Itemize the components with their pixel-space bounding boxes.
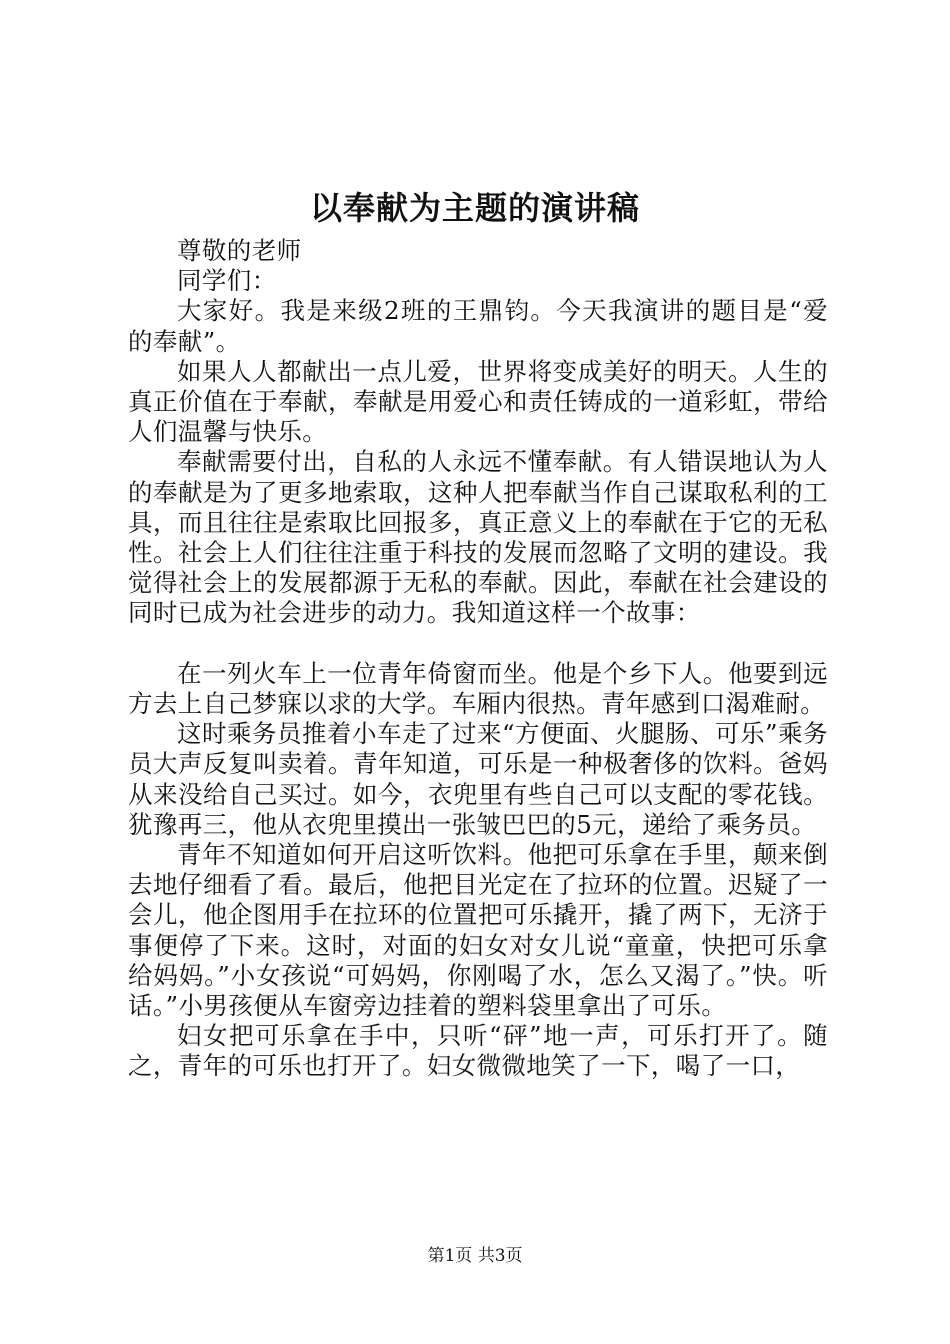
salutation-teachers: 尊敬的老师 <box>177 236 302 265</box>
paragraph-train-story: 在一列火车上一位青年倚窗而坐。他是个乡下人。他要到远方去上自己梦寐以求的大学。车厢内很热。青年感到口渴难耐。 <box>128 658 828 719</box>
paragraph-attendant: 这时乘务员推着小车走了过来“方便面、火腿肠、可乐”乘务员大声反复叫卖着。青年知道，可乐是一种极奢侈的饮料。爸妈从来没给自己买过。如今，衣兜里有些自己可以支配的零花钱。犹豫再三，他从衣兜里摸出一张皱巴巴的5元，递给了乘务员。 <box>128 719 828 839</box>
paragraph-opening-can: 青年不知道如何开启这听饮料。他把可乐拿在手里，颠来倒去地仔细看了看。最后，他把目光定在了拉环的位置。迟疑了一会儿，他企图用手在拉环的位置把可乐撬开，撬了两下，无济于事便停了下来。这时，对面的妇女对女儿说“童童，快把可乐拿给妈妈。”小女孩说“可妈妈，你刚喝了水，怎么又渴了。”快。听话。”小男孩便从车窗旁边挂着的塑料袋里拿出了可乐。 <box>128 840 828 1021</box>
paragraph-selfless-dedication: 奉献需要付出，自私的人永远不懂奉献。有人错误地认为人的奉献是为了更多地索取，这种人把奉献当作自己谋取私利的工具，而且往往是索取比回报多，真正意义上的奉献在于它的无私性。社会上人们往往注重于科技的发展而忽略了文明的建设。我觉得社会上的发展都源于无私的奉献。因此，奉献在社会建设的同时已成为社会进步的动力。我知道这样一个故事： <box>128 447 828 628</box>
salutation-classmates: 同学们： <box>177 266 277 296</box>
document-body <box>128 236 828 1082</box>
paragraph-woman-opens: 妇女把可乐拿在手中，只听“砰”地一声，可乐打开了。随之，青年的可乐也打开了。妇女微微地笑了一下，喝了一口， <box>128 1021 828 1081</box>
page-footer: 第1页 共3页 <box>427 1246 523 1266</box>
paragraph-value-of-life: 如果人人都献出一点儿爱，世界将变成美好的明天。人生的真正价值在于奉献，奉献是用爱心和责任铸成的一道彩虹，带给人们温馨与快乐。 <box>128 356 828 447</box>
paragraph-greeting: 大家好。我是来级2班的王鼎钧。今天我演讲的题目是“爱的奉献”。 <box>128 296 828 356</box>
paragraph-spacer <box>128 629 828 659</box>
document-title: 以奉献为主题的演讲稿 <box>309 189 640 227</box>
